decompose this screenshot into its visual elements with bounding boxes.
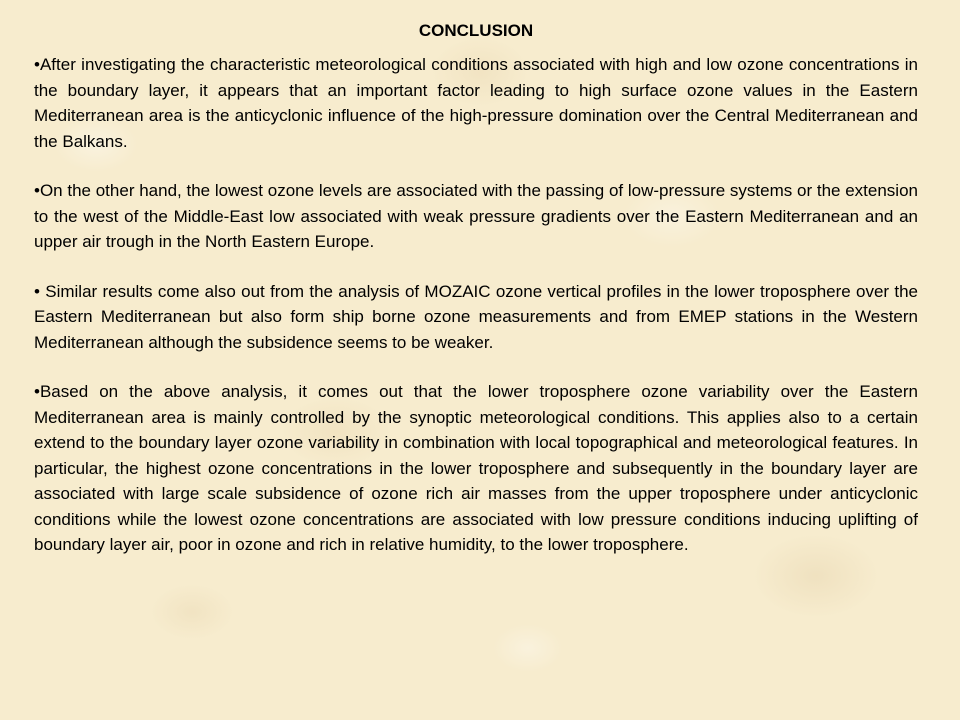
slide-title: CONCLUSION [418,21,534,40]
paragraph-mozaic-results: • Similar results come also out from the analysis of MOZAIC ozone vertical profiles in the lower troposphere over the Eastern Mediterranean but also form ship borne ozone measurements and from EMEP stations in the Western Mediterranean although the subsidence seems to be weaker. [34,281,918,352]
paragraph-analysis-summary: •Based on the above analysis, it comes out that the lower troposphere ozone variability over the Eastern Mediterranean area is mainly controlled by the synoptic meteorological conditions. This applies also to a certain extend to the boundary layer ozone variability in combination with local topographical and meteorological features. In particular, the highest ozone concentrations in the lower troposphere and subsequently in the boundary layer are associated with large scale subsidence of ozone rich air masses from the upper troposphere under anticyclonic conditions while the lowest ozone concentrations are associated with low pressure conditions inducing uplifting of boundary layer air, poor in ozone and rich in relative humidity, to the lower troposphere. [34,382,918,554]
conclusion-slide [34,18,918,708]
paragraph-high-ozone: •After investigating the characteristic meteorological conditions associated with high and low ozone concentrations in the boundary layer, it appears that an important factor leading to high surface ozone values in the Eastern Mediterranean area is the anticyclonic influence of the high-pressure domination over the Central Mediterranean and the Balkans. [34,55,918,151]
paragraph-low-ozone: •On the other hand, the lowest ozone levels are associated with the passing of low-pressure systems or the extension to the west of the Middle-East low associated with weak pressure gradients over the Eastern Mediterranean and an upper air trough in the North Eastern Europe. [34,181,918,251]
